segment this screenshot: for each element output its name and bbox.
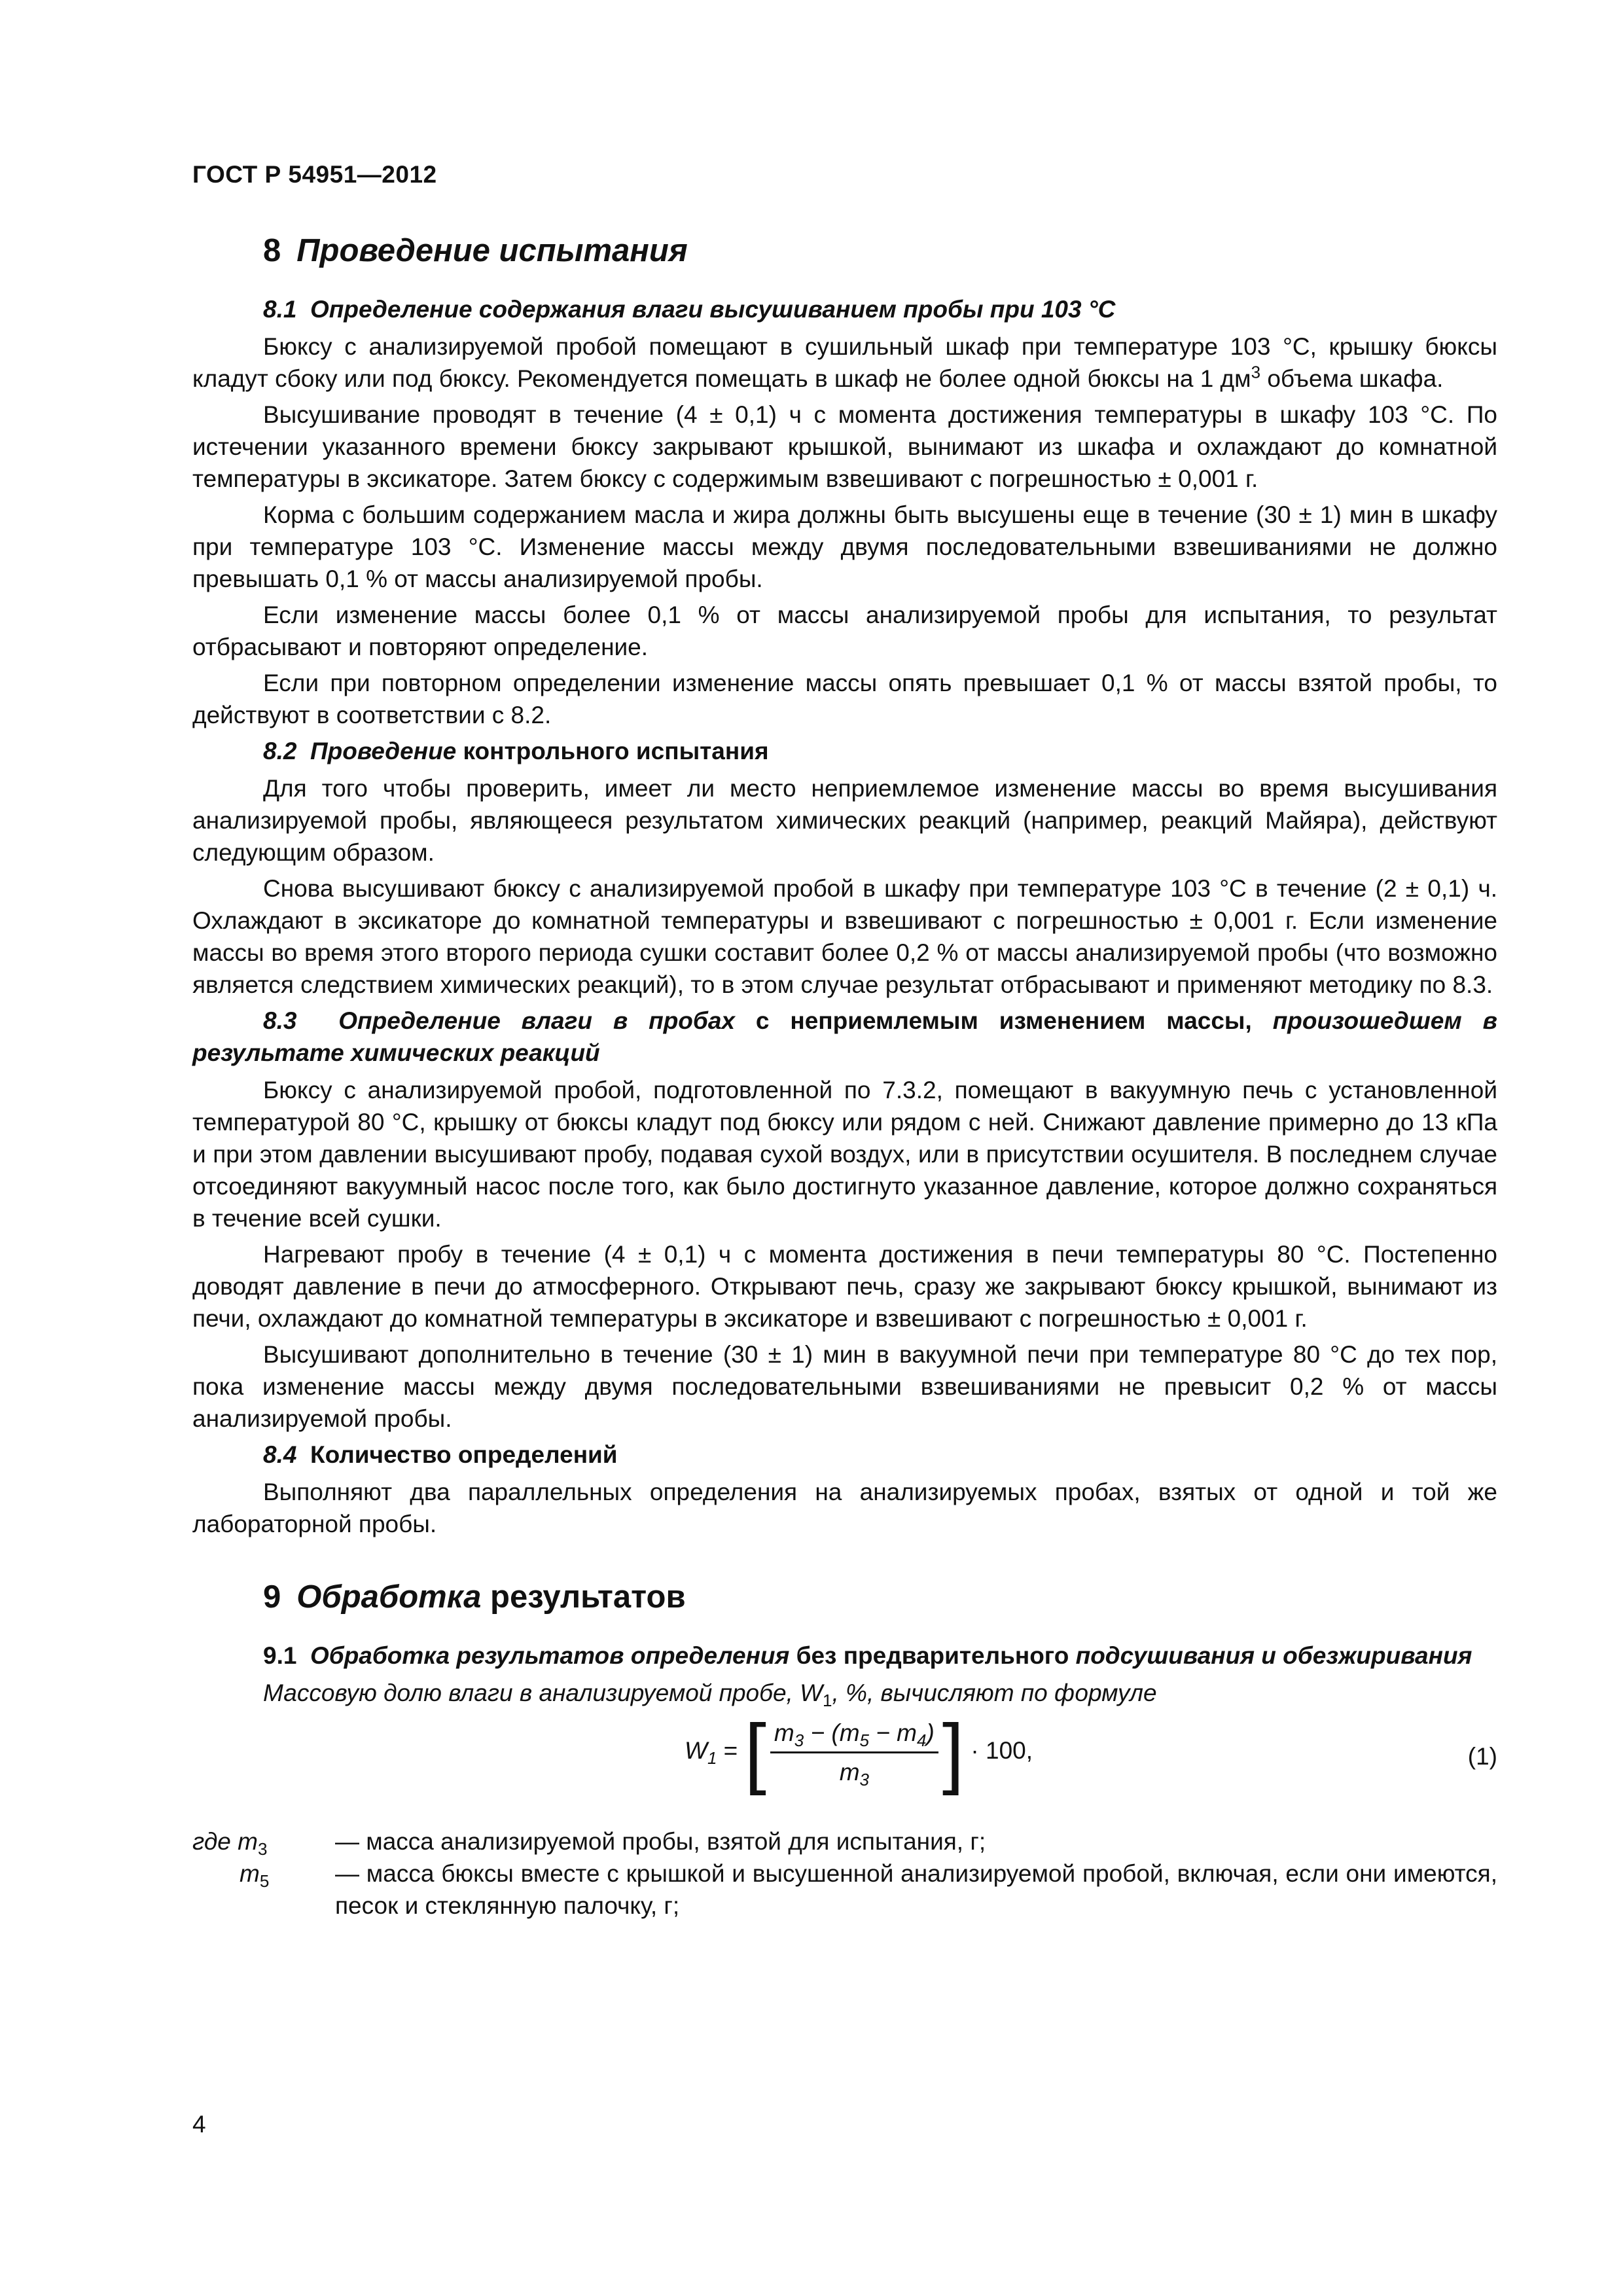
superscript: 3 [1251, 362, 1261, 382]
definition-label [192, 1825, 332, 1857]
subsection-8-1-heading [192, 293, 1497, 325]
subscript: 3 [794, 1730, 804, 1750]
subscript: 1 [707, 1748, 717, 1768]
paragraph-text: Бюксу с анализируемой пробой помещают в сушильный шкаф при температуре 103 °С, крышку бюксы кладут сбоку или под бюксу. Рекомендуется помещать в шкаф не более одной бюксы на 1 дм [192, 333, 1497, 392]
formula-term: ) [926, 1719, 935, 1746]
definition-symbol: где m [192, 1828, 258, 1855]
paragraph-text-end: объема шкафа. [1260, 365, 1444, 392]
left-bracket-icon: [ [744, 1708, 766, 1796]
subsection-title-italic-2: подсушивания и обезжиривания [1075, 1642, 1472, 1669]
paragraph: Если изменение массы более 0,1 % от массы анализируемой пробы для испытания, то результат отбрасывают и повторяют определение. [192, 601, 1497, 660]
paragraph: Снова высушивают бюксу с анализируемой пробой в шкафу при температуре 103 °С в течение (2 ± 0,1) ч. Охлаждают в эксикаторе до комнатной температуры и взвешивают с погрешностью ± 0,001 г. Если изменение массы во время этого второго периода сушки составит более 0,2 % от массы анализируемой пробы (что возможно является следствием химических реакций), то в этом случае результат отбрасывают и применяют методику по 8.3. [192, 875, 1497, 998]
definition-label [240, 1857, 338, 1890]
paragraph: Высушивание проводят в течение (4 ± 0,1) ч с момента достижения температуры в шкафу 103 °С. По истечении указанного времени бюксу закрывают крышкой, вынимают из шкафа и охлаждают до комнатной температуры в эксикаторе. Затем бюксу с содержимым взвешивают с погрешностью ± 0,001 г. [192, 401, 1497, 492]
subscript: 1 [823, 1691, 832, 1710]
paragraph: Выполняют два параллельных определения на анализируемых пробах, взятых от одной и той же лабораторной пробы. [192, 1479, 1497, 1537]
subsection-title: Определение содержания влаги высушиванием пробы при 103 °С [310, 296, 1116, 323]
section-number: 9 [263, 1579, 281, 1615]
subsection-8-2-heading [192, 735, 1497, 767]
formula-equals: = [717, 1736, 745, 1764]
subscript: 3 [257, 1839, 268, 1859]
formula-number: (1) [1467, 1743, 1497, 1770]
paragraph: Корма с большим содержанием масла и жира должны быть высушены еще в течение (30 ± 1) мин в шкафу при температуре 103 °С. Изменение массы между двумя последовательными взвешиваниями не должно превышать 0,1 % от массы анализируемой пробы. [192, 501, 1497, 592]
subsection-number: 8.1 [263, 296, 297, 323]
subsection-title-mid: с неприемлемым изменением массы, [734, 1007, 1273, 1034]
document-body [192, 230, 1497, 1922]
section-title-italic: Обработка [296, 1579, 482, 1615]
subscript: 5 [859, 1730, 869, 1750]
paragraph [192, 1677, 1497, 1709]
paragraph-text-end: , %, вычисляют по формуле [832, 1679, 1157, 1706]
definition-text: — масса анализируемой пробы, взятой для испытания, г; [335, 1828, 986, 1855]
section-number: 8 [263, 233, 281, 268]
formula-term: − m [869, 1719, 917, 1746]
definition-symbol: m [240, 1860, 260, 1887]
paragraph [192, 331, 1497, 395]
page-number: 4 [192, 2111, 206, 2138]
formula [685, 1708, 1033, 1796]
subscript: 3 [859, 1769, 869, 1789]
subsection-number: 8.3 [263, 1007, 297, 1034]
formula-lhs: W [685, 1736, 707, 1764]
right-bracket-icon: ] [942, 1708, 965, 1796]
formula-row [192, 1708, 1497, 1811]
definition-text: — масса бюксы вместе с крышкой и высушенной анализируемой пробой, включая, если они имеются, песок и стеклянную палочку, г; [335, 1860, 1497, 1919]
paragraph: Если при повторном определении изменение массы опять превышает 0,1 % от массы взятой пробы, то действуют в соответствии с 8.2. [192, 670, 1497, 728]
subscript: 5 [259, 1871, 270, 1891]
section-title: Проведение испытания [296, 233, 688, 268]
subsection-number: 8.2 [263, 738, 297, 764]
subsection-9-1-heading [192, 1640, 1497, 1672]
section-9-heading [263, 1577, 1497, 1617]
subsection-title: Количество определений [310, 1441, 618, 1468]
formula-term: m [774, 1719, 794, 1746]
paragraph: Для того чтобы проверить, имеет ли место неприемлемое изменение массы во время высушивания анализируемой пробы, являющееся результатом химических реакций (например, реакций Майяра), действуют следующим образом. [192, 775, 1497, 866]
formula-term: − (m [804, 1719, 860, 1746]
subsection-title-rest: контрольного испытания [456, 738, 769, 764]
standard-header: ГОСТ Р 54951—2012 [192, 161, 437, 188]
paragraph: Бюксу с анализируемой пробой, подготовленной по 7.3.2, помещают в вакуумную печь с установленной температурой 80 °С, крышку от бюксы кладут под бюксу или рядом с ней. Снижают давление примерно до 13 кПа и при этом давлении высушивают пробу, подавая сухой воздух, или в присутствии осушителя. В последнем случае отсоединяют вакуумный насос после того, как было достигнуто указанное давление, которое должно сохраняться в течение всей сушки. [192, 1077, 1497, 1232]
definition-item [192, 1857, 1497, 1922]
subsection-8-4-heading [192, 1439, 1497, 1471]
paragraph: Высушивают дополнительно в течение (30 ± 1) мин в вакуумной печи при температуре 80 °С до тех пор, пока изменение массы между двумя последовательными взвешиваниями не превысит 0,2 % от массы анализируемой пробы. [192, 1341, 1497, 1432]
subsection-number: 8.4 [263, 1441, 297, 1468]
subsection-title-italic-2: произошедшем в результате химических реакций [192, 1007, 1497, 1066]
subsection-8-3-heading [192, 1005, 1497, 1069]
formula-tail: · 100, [971, 1736, 1033, 1764]
formula-term: m [839, 1758, 860, 1785]
subscript: 4 [917, 1730, 927, 1750]
fraction [770, 1717, 938, 1788]
fraction-numerator [770, 1717, 938, 1753]
section-8-heading [263, 230, 1497, 271]
paragraph-text: Массовую долю влаги в анализируемой пробе, W [263, 1679, 823, 1706]
paragraph: Нагревают пробу в течение (4 ± 0,1) ч с момента достижения в печи температуры 80 °С. Постепенно доводят давление в печи до атмосферного. Открывают печь, сразу же закрывают бюксу крышкой, вынимают из печи, охлаждают до комнатной температуры в эксикаторе и взвешивают с погрешностью ± 0,001 г. [192, 1241, 1497, 1332]
definition-item [192, 1825, 1497, 1857]
definitions-list [192, 1825, 1497, 1922]
subsection-title-mid: без предварительного [789, 1642, 1076, 1669]
subsection-number: 9.1 [263, 1642, 297, 1669]
section-title-rest: результатов [481, 1579, 686, 1615]
subsection-title-italic: Обработка результатов определения [310, 1642, 790, 1669]
subsection-title-italic: Определение влаги в пробах [338, 1007, 735, 1034]
subsection-title-italic: Проведение [310, 738, 457, 764]
fraction-denominator [770, 1753, 938, 1788]
